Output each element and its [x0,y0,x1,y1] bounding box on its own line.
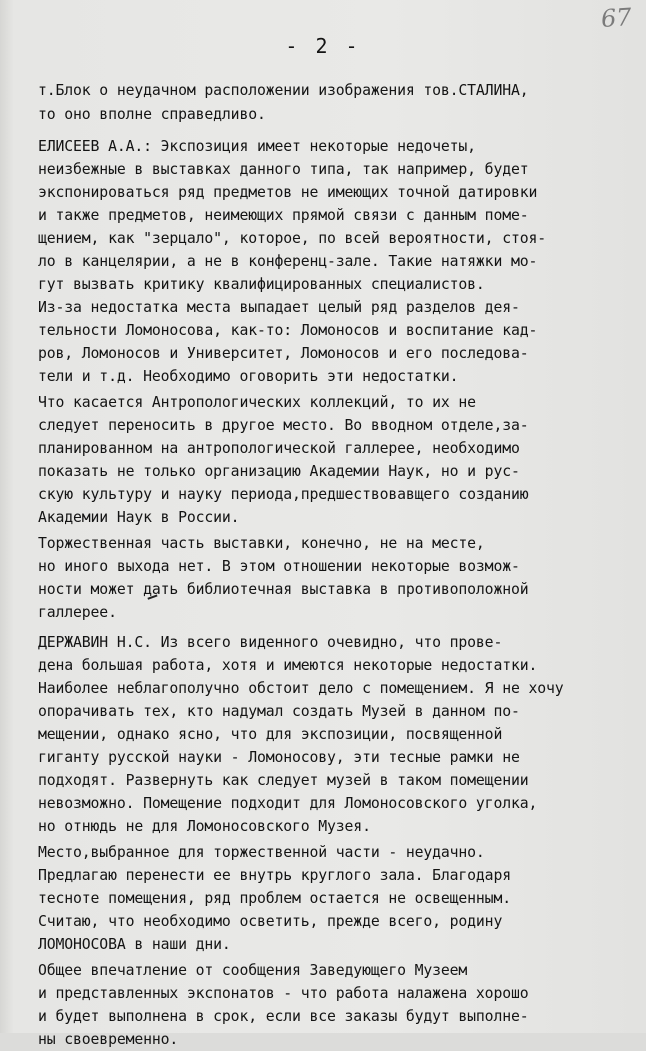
text-line: опорачивать тех, кто надумал создать Музей в данном по- [38,703,520,720]
text-line: неизбежные в выставках данного типа, так например, будет [38,161,529,178]
text-line: то оно вполне справедливо. [38,106,266,123]
text-line: и будет выполнена в срок, если все заказы будут выполне- [38,1008,529,1025]
text-line: Предлагаю перенести ее внутрь круглого зала. Благодаря [38,867,511,884]
text-line: ности может дать библиотечная выставка в противоположной [38,581,529,598]
text-line: но иного выхода нет. В этом отношении некоторые возмож- [38,558,520,575]
text-line: Из-за недостатка места выпадает целый ряд разделов дея- [38,299,520,316]
text-line: Общее впечатление от сообщения Заведующего Музеем [38,962,468,979]
text-line: щением, как "зерцало", которое, по всей вероятности, стоя- [38,230,546,247]
text-line: ЕЛИСЕЕВ А.А.: Экспозиция имеет некоторые недочеты, [38,138,476,155]
text-line: гут вызвать критику квалифицированных специалистов. [38,276,485,293]
text-line: Считаю, что необходимо осветить, прежде всего, родину [38,913,503,930]
text-line: невозможно. Помещение подходит для Ломоносовского уголка, [38,795,538,812]
text-line: тесноте помещения, ряд проблем остается не освещенным. [38,890,511,907]
text-line: Что касается Антропологических коллекций, то их не [38,394,476,411]
text-line: т.Блок о неудачном расположении изображения тов.СТАЛИНА, [38,82,529,99]
text-line: и также предметов, неимеющих прямой связи с данным поме- [38,207,529,224]
text-line: но отнюдь не для Ломоносовского Музея. [38,818,371,835]
text-line: гиганту русской науки - Ломоносову, эти тесные рамки не [38,749,520,766]
text-line: ны своевременно. [38,1031,179,1048]
text-line: тельности Ломоносова, как-то: Ломоносов и воспитание кад- [38,322,538,339]
text-line: планированном на антропологической галлерее, необходимо [38,440,520,457]
text-line: дена большая работа, хотя и имеются некоторые недостатки. [38,657,538,674]
text-line: Наиболее неблагополучно обстоит дело с помещением. Я не хочу [38,680,564,697]
text-line: мещении, однако ясно, что для экспозиции, посвященной [38,726,503,743]
text-line: ров, Ломоносов и Университет, Ломоносов и его последова- [38,345,529,362]
text-line: скую культуру и науку периода,предшествовавщего созданию [38,486,529,503]
archive-page-number: 67 [600,2,633,34]
text-line: ДЕРЖАВИН Н.С. Из всего виденного очевидно, что прове- [38,634,503,651]
text-line: подходят. Развернуть как следует музей в таком помещении [38,772,529,789]
text-line: и представленных экспонатов - что работа налажена хорошо [38,985,529,1002]
text-line: ЛОМОНОСОВА в наши дни. [38,936,231,953]
text-line: ло в канцелярии, а не в конференц-зале. Такие натяжки мо- [38,253,538,270]
text-line: галлерее. [38,604,117,621]
page-number: - 2 - [285,34,361,58]
text-line: тели и т.д. Необходимо оговорить эти недостатки. [38,368,459,385]
text-line: экспонироваться ряд предметов не имеющих точной датировки [38,184,538,201]
text-line: Место,выбранное для торжественной части - неудачно. [38,844,485,861]
text-line: показать не только организацию Академии Наук, но и рус- [38,463,520,480]
text-line: Торжественная часть выставки, конечно, не на месте, [38,535,485,552]
text-line: Академии Наук в России. [38,509,240,526]
text-line: следует переносить в другое место. Во вводном отделе,за- [38,417,529,434]
